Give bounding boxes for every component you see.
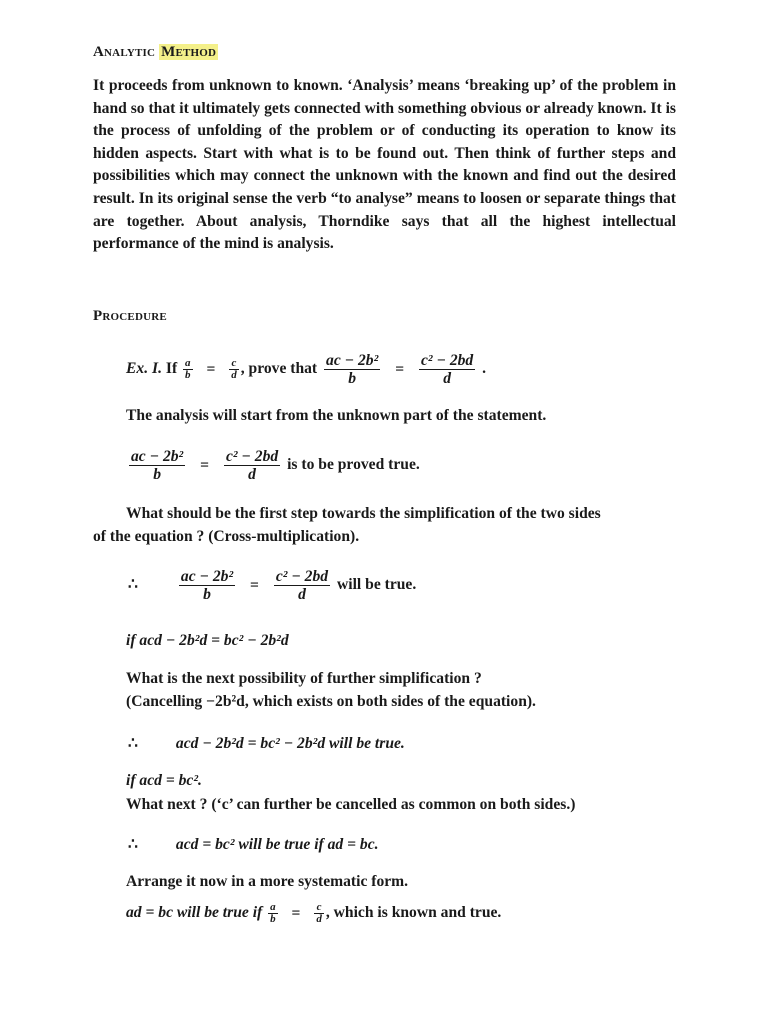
- equation-acd-equals-bc2: if acd = bc².: [126, 772, 202, 789]
- cancelling-note: (Cancelling −2b²d, which exists on both sides of the equation).: [126, 693, 536, 710]
- analysis-start-text: The analysis will start from the unknown part of the statement.: [126, 407, 547, 424]
- if-word: If: [165, 360, 178, 378]
- arrange-text: Arrange it now in a more systematic form.: [126, 873, 409, 890]
- heading-procedure: Procedure: [93, 308, 167, 324]
- fraction-rhs: $\frac{\text{c² − 2bd}}{d}$: [420, 352, 474, 387]
- equation-to-be-proved: $\frac{\text{ac − 2b²}}{b}$ = $\frac{\text{c² − 2bd}}{d}$ is to be proved true.: [131, 448, 420, 483]
- what-next-text: What next ? (‘c’ can further be cancelled as common on both sides.): [126, 796, 576, 813]
- equation-ad-equals-bc: ∴ acd = bc² will be true if ad = bc.: [128, 836, 379, 853]
- heading-analytic-method: [93, 44, 218, 61]
- equation-will-be-true: ∴ $\frac{\text{ac − 2b²}}{b}$ = $\frac{\text{c² − 2bd}}{d}$ will be true.: [128, 568, 417, 603]
- fraction-lhs: $\frac{\text{ac − 2b²}}{b}$: [326, 352, 379, 387]
- highlighted-heading-part-2: Method: [161, 44, 217, 60]
- final-statement: ad = bc will be true if $\frac{a}{b}$ = $\frac{c}{d}$ , which is known and true.: [126, 901, 502, 925]
- first-step-continuation: of the equation ? (Cross-multiplication).: [93, 528, 360, 545]
- prove-that-text: , prove that: [240, 360, 318, 378]
- equation-acd-will-be-true: ∴ acd − 2b²d = bc² − 2b²d will be true.: [128, 735, 405, 752]
- next-possibility-question: What is the next possibility of further simplification ?: [126, 670, 482, 687]
- therefore-symbol: ∴: [128, 576, 138, 594]
- example-label: Ex. I.: [126, 360, 162, 378]
- example-statement: Ex. I. If $\frac{a}{b}$ = $\frac{c}{d}$ , prove that $\frac{\text{ac − 2b²}}{b}$ = $\frac{\text{c² − 2bd}}{d}$ .: [126, 352, 487, 387]
- heading-part-1: Analytic: [93, 44, 156, 60]
- fraction-c-over-d: $\frac{c}{d}$: [231, 357, 237, 381]
- analysis-paragraph: It proceeds from unknown to known. ‘Analysis’ means ‘breaking up’ of the problem in hand so that it ultimately gets connected with something obvious or already known. It is the process of unfolding of the problem or of conducting its operation to know its hidden aspects. Start with what is to be found out. Then think of further steps and possibilities which may connect the unknown with the known and find out the desired result. In its original sense the verb “to analyse” means to loosen or separate things that are together. About analysis, Thorndike says that all the highest intellectual performance of the mind is analysis.: [93, 77, 676, 253]
- fraction-a-over-b: $\frac{a}{b}$: [185, 357, 191, 381]
- first-step-question: What should be the first step towards the simplification of the two sides: [126, 505, 601, 522]
- cross-multiplied-equation: if acd − 2b²d = bc² − 2b²d: [126, 632, 289, 649]
